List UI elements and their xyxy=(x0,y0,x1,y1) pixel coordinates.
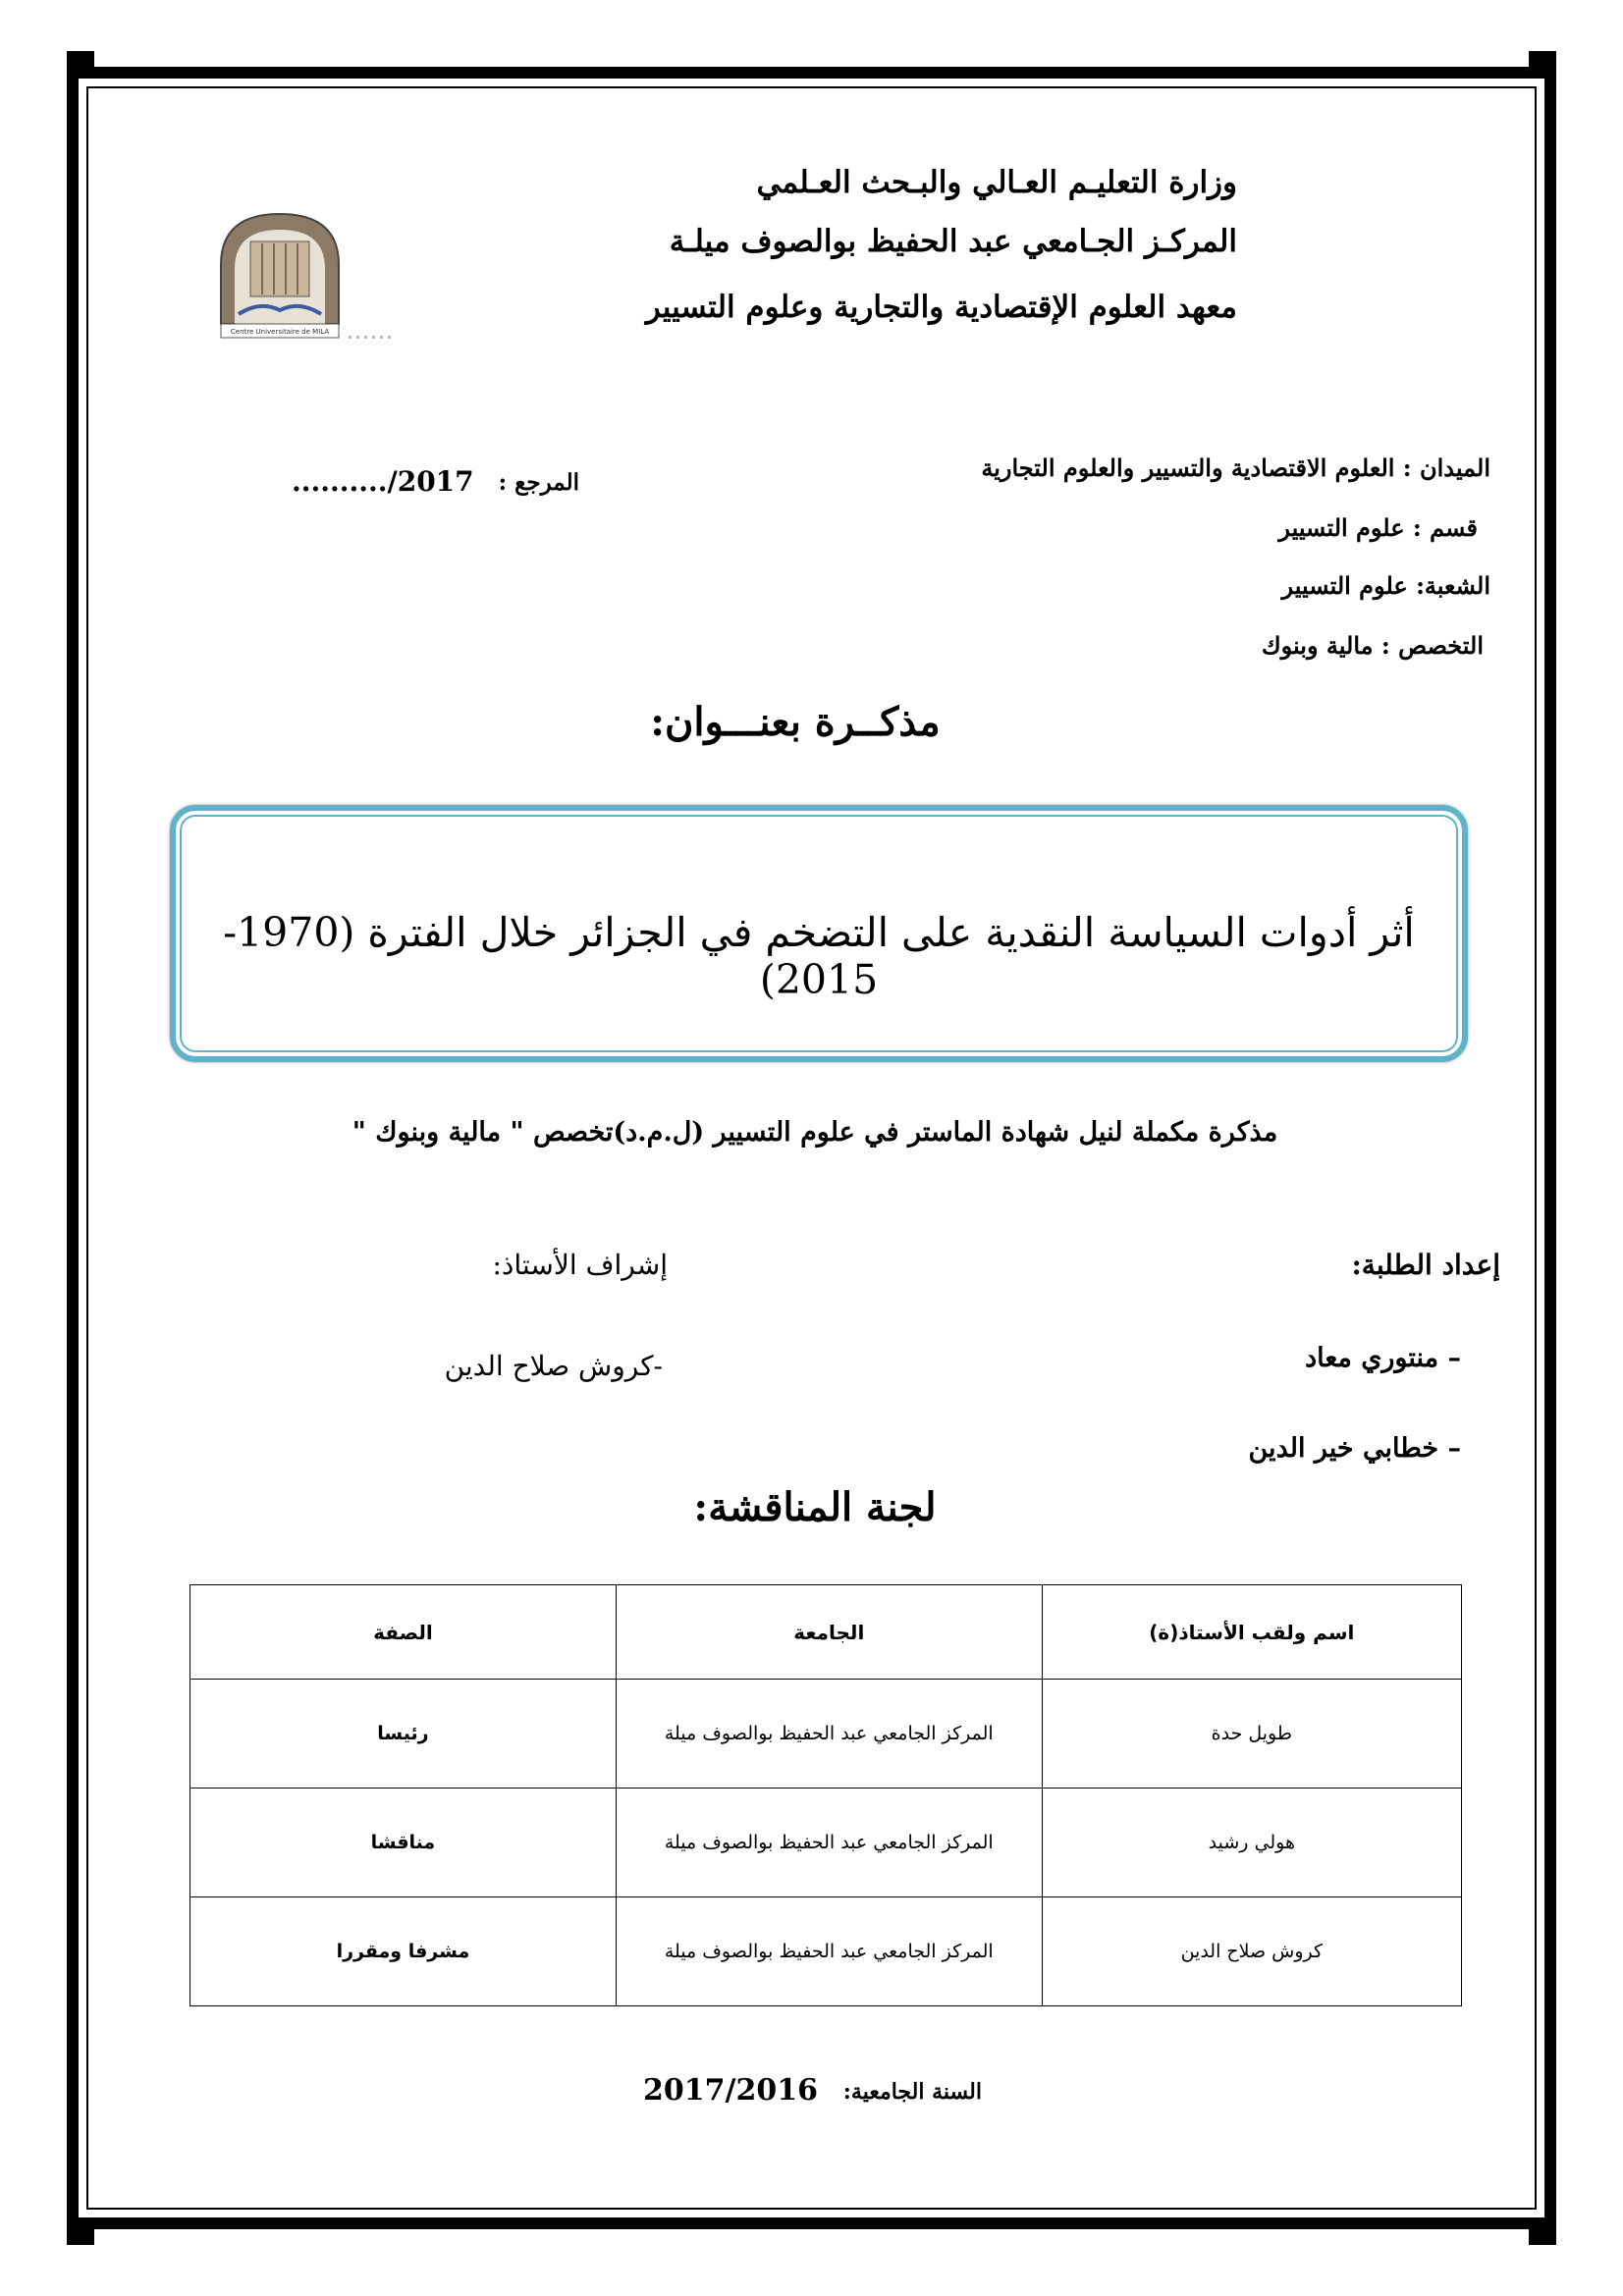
thesis-subtitle: مذكرة مكملة لنيل شهادة الماستر في علوم التسيير (ل.م.د)تخصص " مالية وبنوك " xyxy=(352,1117,1278,1148)
svg-text:Centre Universitaire de MILA: Centre Universitaire de MILA xyxy=(230,328,330,336)
committee-table xyxy=(189,1584,1462,2006)
field-line: الميدان : العلوم الاقتصادية والتسيير والعلوم التجارية xyxy=(981,454,1490,482)
member-name: كروش صلاح الدين xyxy=(1042,1897,1461,2006)
member-name: هولي رشيد xyxy=(1042,1789,1461,1897)
academic-year-label: السنة الجامعية: xyxy=(842,2079,982,2105)
committee-heading: لجنة المناقشة: xyxy=(693,1484,937,1530)
table-row xyxy=(190,1680,1462,1789)
specialty-line: التخصص : مالية وبنوك xyxy=(1261,631,1484,660)
academic-year-value: 2017/2016 xyxy=(643,2073,818,2108)
reference-value: ........../2017 xyxy=(292,465,474,498)
border-corner-top-left xyxy=(67,51,94,79)
member-role: مشرفا ومقررا xyxy=(190,1897,617,2006)
center-title: المركـز الجـامعي عبد الحفيظ بوالصوف ميلـة xyxy=(669,224,1237,259)
university-logo-icon xyxy=(211,206,398,383)
member-university: المركز الجامعي عبد الحفيظ بوالصوف ميلة xyxy=(616,1897,1042,2006)
border-corner-bottom-left xyxy=(67,2217,94,2245)
student-name: – منتوري معاد xyxy=(1305,1343,1461,1373)
member-role: رئيسا xyxy=(190,1680,617,1789)
member-role: مناقشا xyxy=(190,1789,617,1897)
border-corner-top-right xyxy=(1529,51,1556,79)
border-corner-bottom-right xyxy=(1529,2217,1556,2245)
table-header-row xyxy=(190,1585,1462,1680)
student-name: – خطابي خير الدين xyxy=(1248,1433,1461,1464)
title-box xyxy=(170,805,1468,1062)
thesis-title: أثر أدوات السياسة النقدية على التضخم في الجزائر خلال الفترة (1970-2015) xyxy=(223,909,1415,1003)
column-header-name: اسم ولقب الأستاذ(ة) xyxy=(1042,1585,1461,1680)
table-row xyxy=(190,1789,1462,1897)
department-line: قسم : علوم التسيير xyxy=(1278,513,1478,542)
university-logo xyxy=(211,206,349,363)
memo-heading: مذكــرة بعنـــوان: xyxy=(650,699,941,745)
member-name: طويل حدة xyxy=(1042,1680,1461,1789)
member-university: المركز الجامعي عبد الحفيظ بوالصوف ميلة xyxy=(616,1789,1042,1897)
column-header-role: الصفة xyxy=(190,1585,617,1680)
table-row xyxy=(190,1897,1462,2006)
institute-title: معهد العلوم الإقتصادية والتجارية وعلوم التسيير xyxy=(645,290,1237,325)
ministry-title: وزارة التعليـم العـالي والبـحث العـلمي xyxy=(756,165,1237,200)
column-header-university: الجامعة xyxy=(616,1585,1042,1680)
supervisor-label: إشراف الأستاذ: xyxy=(492,1249,668,1281)
member-university: المركز الجامعي عبد الحفيظ بوالصوف ميلة xyxy=(616,1680,1042,1789)
reference-label: المرجع : xyxy=(498,469,579,496)
branch-line: الشعبة: علوم التسيير xyxy=(1281,571,1490,600)
students-label: إعداد الطلبة: xyxy=(1351,1249,1500,1281)
supervisor-name: -كروش صلاح الدين xyxy=(444,1350,663,1382)
